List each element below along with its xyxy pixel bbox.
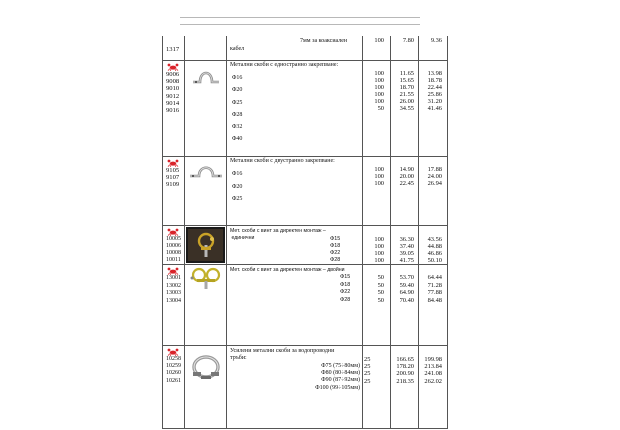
product-codes: 9105 9107 9109 bbox=[166, 167, 180, 189]
product-codes: 13001 13002 13003 13004 bbox=[166, 275, 181, 304]
row-divider bbox=[162, 345, 447, 346]
column-divider bbox=[226, 36, 227, 428]
price-with-vat: 13.98 18.78 22.44 25.86 31.20 41.46 bbox=[427, 70, 442, 112]
two-sided-clamp-image bbox=[188, 160, 224, 182]
header-rule-top bbox=[180, 17, 420, 18]
price-with-vat: 17.88 24.00 26.94 bbox=[427, 166, 442, 187]
column-divider bbox=[418, 36, 419, 428]
crab-icon bbox=[167, 228, 179, 236]
product-description-line: 7мм за коаксиален bbox=[300, 38, 348, 44]
size-list: Φ16 Φ20 Φ25 bbox=[232, 171, 243, 203]
price-without-vat: 36.30 37.40 39.05 41.75 bbox=[399, 236, 414, 264]
product-description: Мет. скоби с винт за директен монтаж – единични bbox=[230, 228, 326, 241]
size-list: Φ15 Φ18 Φ22 Φ28 bbox=[340, 274, 351, 303]
product-codes: 9006 9008 9010 9012 9014 9016 bbox=[166, 71, 180, 115]
one-sided-clamp-image bbox=[190, 64, 222, 88]
product-description: Метални скоби с едностранно закрепване: bbox=[230, 62, 339, 68]
price-with-vat: 43.56 44.88 46.86 50.10 bbox=[427, 236, 442, 264]
product-description: Усилени метални скоби за водопроводни тръби: bbox=[230, 348, 335, 361]
size-list: Φ15 Φ18 Φ22 Φ28 bbox=[330, 236, 341, 263]
row-divider bbox=[162, 264, 447, 265]
price-with-vat: 199.98 213.84 241.08 262.02 bbox=[424, 356, 442, 385]
reinforced-pipe-clamp-image bbox=[187, 352, 225, 382]
crab-icon bbox=[167, 159, 179, 167]
single-screw-clamp-image bbox=[186, 227, 225, 263]
row-divider bbox=[162, 225, 447, 226]
row-divider bbox=[162, 60, 447, 61]
double-screw-clamp-image bbox=[188, 266, 224, 290]
product-description: Метални скоби с двустранно закрепване: bbox=[230, 158, 335, 164]
pack-quantity: 100 100 100 100 100 50 bbox=[374, 70, 384, 112]
product-code: 1317 bbox=[166, 46, 180, 53]
column-divider bbox=[390, 36, 391, 428]
crab-icon bbox=[167, 63, 179, 71]
product-description: Мет. скоби с винт за директен монтаж – двойни bbox=[230, 267, 345, 273]
price-without-vat: 11.65 15.65 18.70 21.55 26.00 34.55 bbox=[399, 70, 414, 112]
price-with-vat: 64.44 71.28 77.88 84.48 bbox=[427, 274, 442, 304]
header-rule-bottom bbox=[180, 24, 420, 25]
pack-quantity: 100 100 100 100 bbox=[374, 236, 384, 264]
crab-icon bbox=[167, 267, 179, 275]
price-without-vat: 166.65 178.20 200.90 218.35 bbox=[396, 356, 414, 385]
pack-quantity: 25 25 25 25 bbox=[364, 356, 371, 385]
pack-quantity: 100 100 100 bbox=[374, 166, 384, 187]
crab-icon bbox=[167, 348, 179, 356]
column-divider bbox=[184, 36, 185, 428]
pack-quantity: 50 50 50 50 bbox=[377, 274, 384, 304]
price-without-vat: 53.70 59.40 64.90 70.40 bbox=[399, 274, 414, 304]
size-list: Φ75 (75÷80мм) Φ80 (80÷84мм) Φ90 (87÷92мм) Φ100 (99÷105мм) bbox=[315, 363, 360, 391]
size-list: Φ16 Φ20 Φ25 Φ28 Φ32 Φ40 bbox=[232, 75, 243, 143]
product-codes: 10005 10006 10008 10011 bbox=[166, 236, 181, 263]
product-description: кабел bbox=[230, 46, 245, 52]
column-divider bbox=[362, 36, 363, 428]
pack-quantity: 100 bbox=[374, 37, 384, 44]
row-divider bbox=[162, 156, 447, 157]
price-with-vat: 9.36 bbox=[430, 37, 442, 44]
product-codes: 10258 10259 10260 10261 bbox=[166, 356, 181, 384]
price-without-vat: 14.90 20.00 22.45 bbox=[399, 166, 414, 187]
price-without-vat: 7.80 bbox=[402, 37, 414, 44]
